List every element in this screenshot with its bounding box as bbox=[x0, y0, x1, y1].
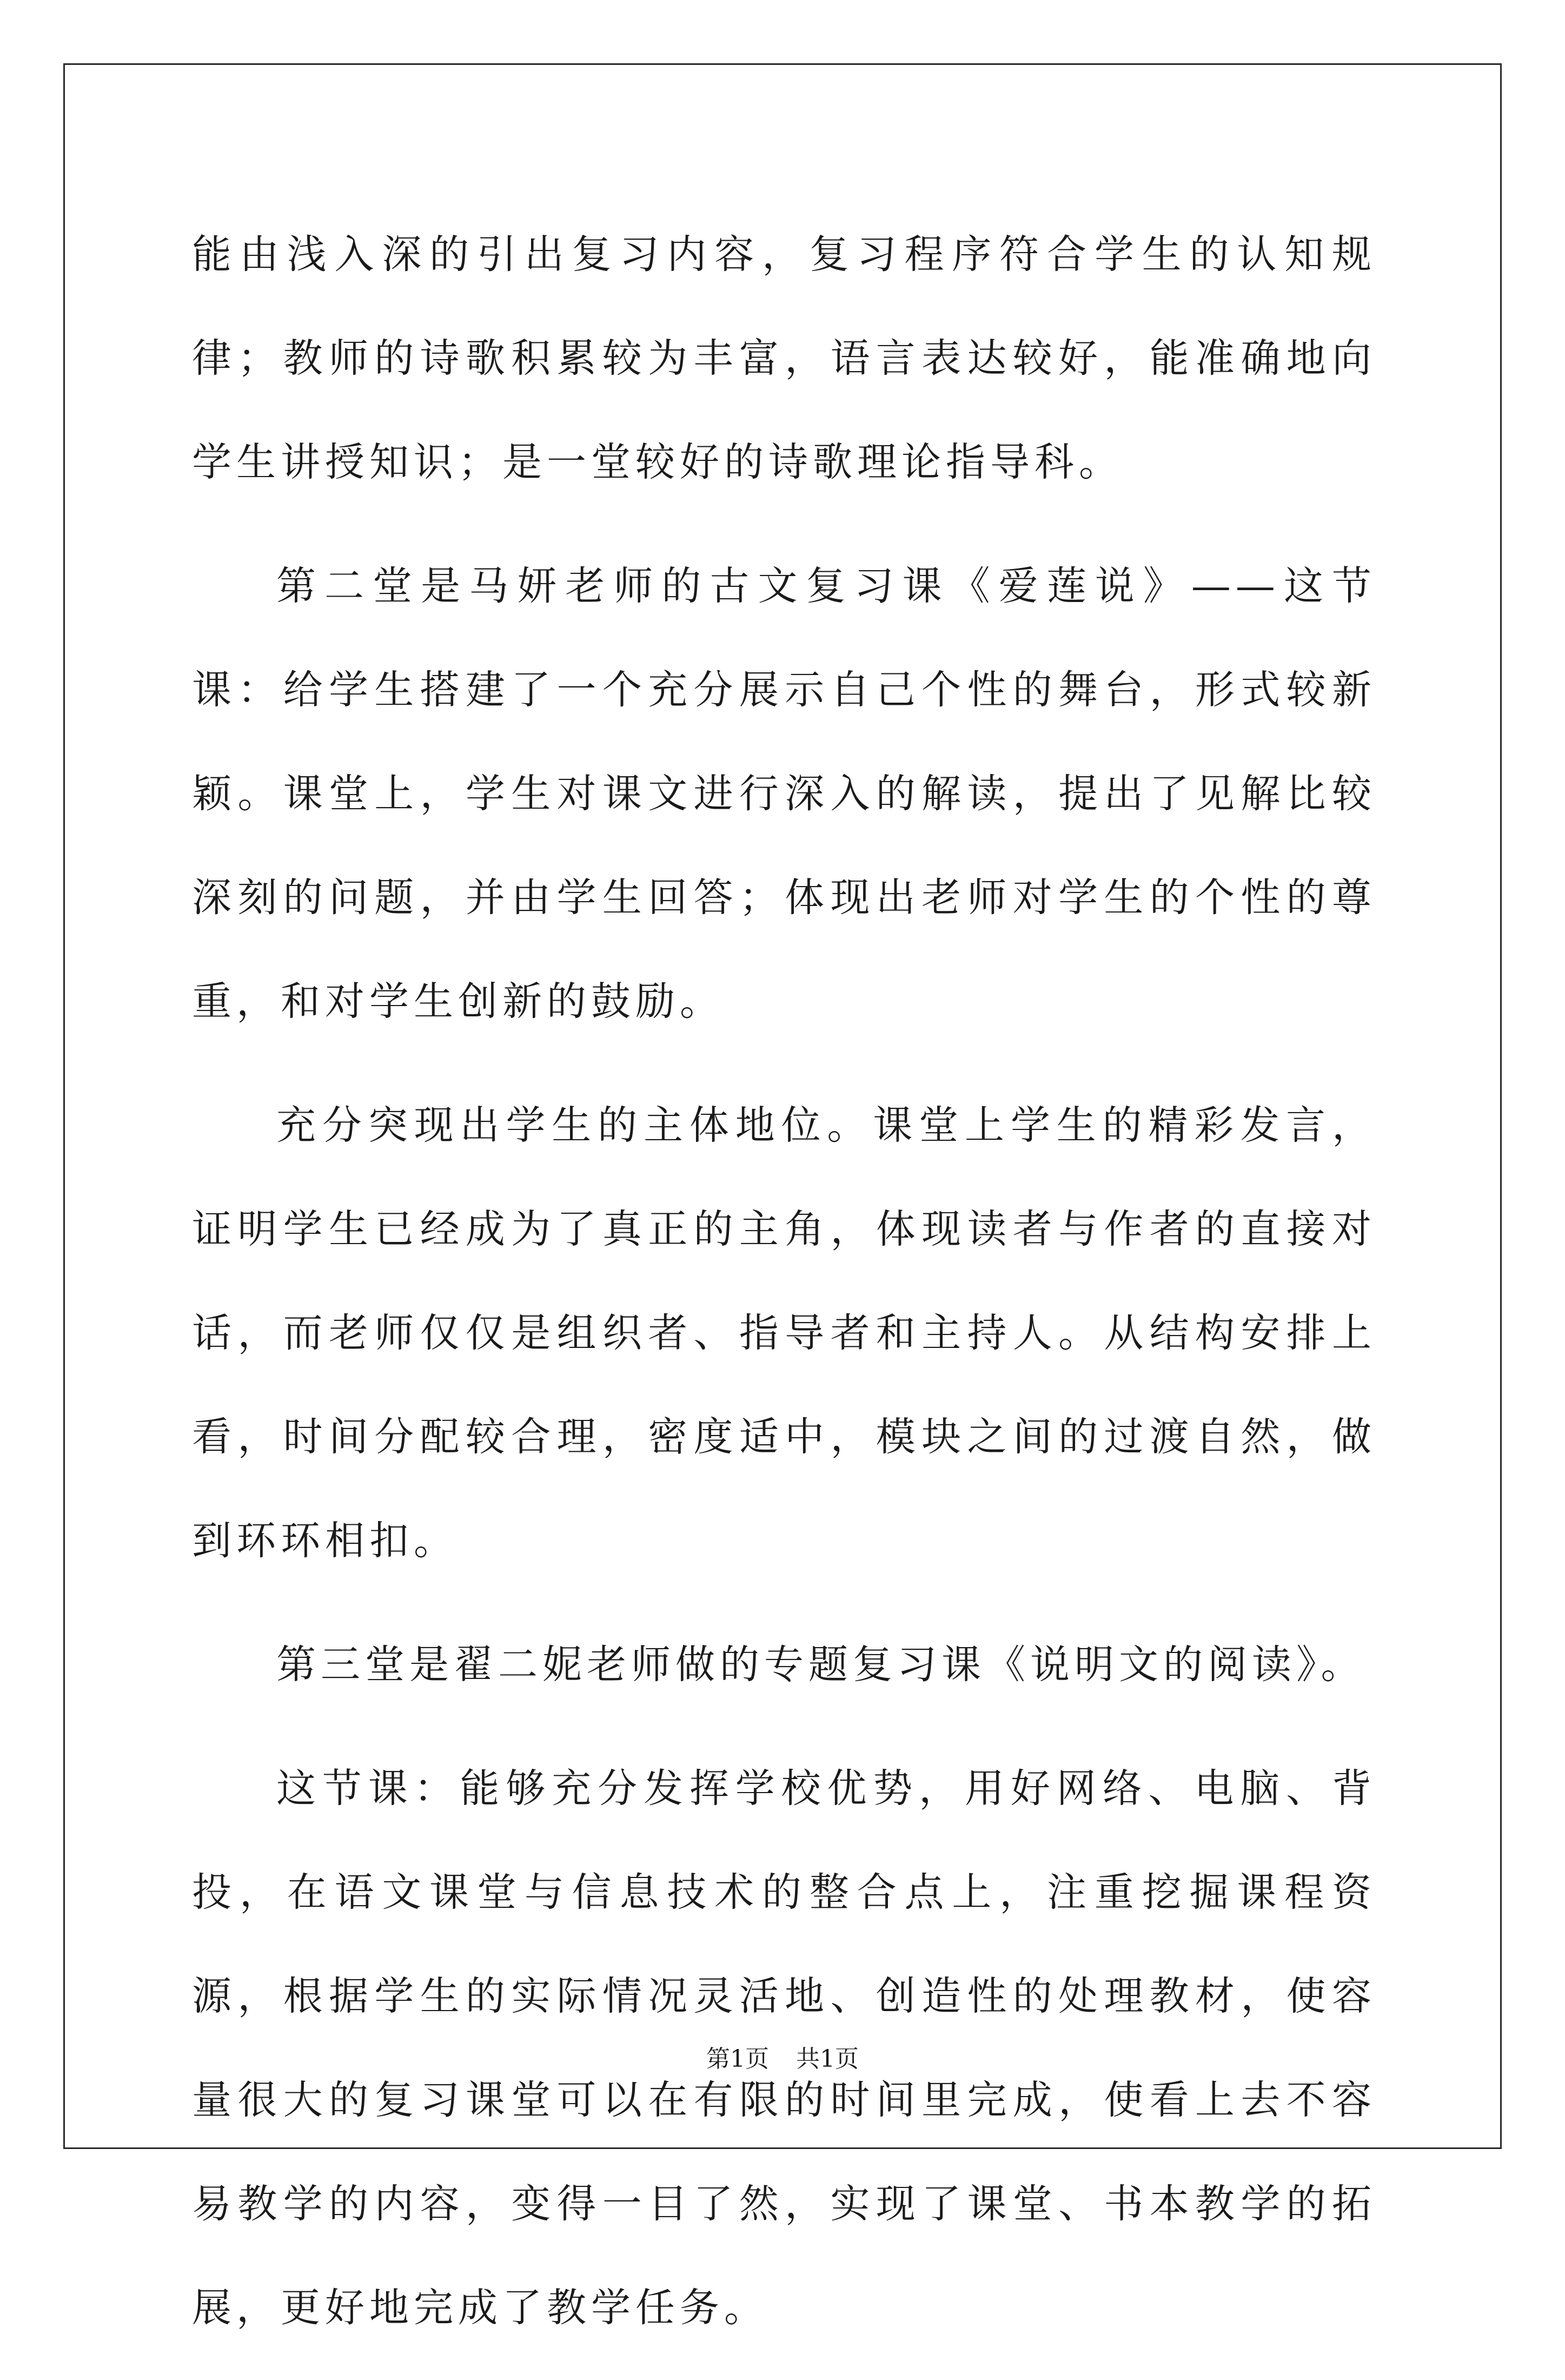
page-footer bbox=[0, 2039, 1565, 2074]
page-number-current: 第1页 bbox=[706, 2045, 769, 2073]
paragraph-5: 这节课：能够充分发挥学校优势，用好网络、电脑、背投，在语文课堂与信息技术的整合点上，注重挖掘课程资源，根据学生的实际情况灵活地、创造性的处理教材，使容量很大的复习课堂可以在有限的时间里完成，使看上去不容易教学的内容，变得一目了然，实现了课堂、书本教学的拓展，更好地完成了教学任务。 bbox=[192, 1766, 1376, 2331]
paragraph-1: 能由浅入深的引出复习内容，复习程序符合学生的认知规律；教师的诗歌积累较为丰富，语言表达较好，能准确地向学生讲授知识；是一堂较好的诗歌理论指导科。 bbox=[192, 232, 1376, 485]
page-number-total: 共1页 bbox=[796, 2045, 859, 2073]
paragraph-3: 充分突现出学生的主体地位。课堂上学生的精彩发言，证明学生已经成为了真正的主角，体现读者与作者的直接对话，而老师仅仅是组织者、指导者和主持人。从结构安排上看，时间分配较合理，密度适中，模块之间的过渡自然，做到环环相扣。 bbox=[192, 1102, 1376, 1564]
paragraph-2: 第二堂是马妍老师的古文复习课《爱莲说》——这节课：给学生搭建了一个充分展示自己个性的舞台，形式较新颖。课堂上，学生对课文进行深入的解读，提出了见解比较深刻的问题，并由学生回答；体现出老师对学生的个性的尊重，和对学生创新的鼓励。 bbox=[192, 563, 1376, 1024]
paragraph-4: 第三堂是翟二妮老师做的专题复习课《说明文的阅读》。 bbox=[276, 1642, 1365, 1688]
